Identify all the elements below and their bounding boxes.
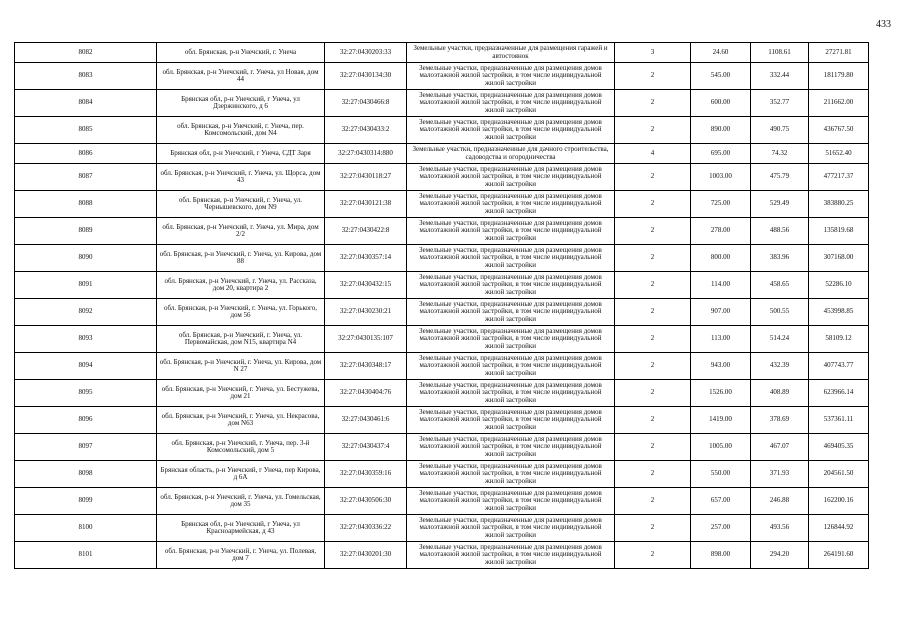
land-use-cell: Земельные участки, предназначенные для размещения домов малоэтажной жилой застройки, в том числе индивидуальной жилой застройки	[407, 272, 615, 299]
row-number-cell: 8092	[15, 299, 157, 326]
land-use-cell: Земельные участки, предназначенные для размещения домов малоэтажной жилой застройки, в том числе индивидуальной жилой застройки	[407, 245, 615, 272]
cadastral-number-cell: 32:27:0430433:2	[325, 117, 407, 144]
cadastral-value-cell: 211662.00	[809, 90, 869, 117]
specific-value-cell: 493.56	[751, 515, 809, 542]
area-cell: 278.00	[691, 218, 751, 245]
row-number-cell: 8090	[15, 245, 157, 272]
area-cell: 725.00	[691, 191, 751, 218]
address-cell: обл. Брянская, р-н Унечский, г. Унеча, ул. Мира, дом 2/2	[157, 218, 325, 245]
land-use-cell: Земельные участки, предназначенные для размещения домов малоэтажной жилой застройки, в том числе индивидуальной жилой застройки	[407, 542, 615, 569]
cadastral-value-cell: 204561.50	[809, 461, 869, 488]
row-number-cell: 8088	[15, 191, 157, 218]
table-row	[15, 326, 869, 353]
area-cell: 657.00	[691, 488, 751, 515]
land-use-cell: Земельные участки, предназначенные для размещения домов малоэтажной жилой застройки, в том числе индивидуальной жилой застройки	[407, 488, 615, 515]
cadastral-number-cell: 32:27:0430118:27	[325, 164, 407, 191]
specific-value-cell: 467.07	[751, 434, 809, 461]
address-cell: обл. Брянская, р-н Унечский, г. Унеча, ул. Щорса, дом 43	[157, 164, 325, 191]
area-cell: 890.00	[691, 117, 751, 144]
address-cell: обл. Брянская, р-н Унечский, г. Унеча, ул. Некрасова, дом N63	[157, 407, 325, 434]
cadastral-value-cell: 181179.80	[809, 63, 869, 90]
group-cell: 2	[615, 515, 691, 542]
cadastral-value-cell: 52286.10	[809, 272, 869, 299]
row-number-cell: 8091	[15, 272, 157, 299]
cadastral-number-cell: 32:27:0430359:16	[325, 461, 407, 488]
cadastral-value-cell: 537361.11	[809, 407, 869, 434]
area-cell: 257.00	[691, 515, 751, 542]
table-row	[15, 144, 869, 164]
row-number-cell: 8094	[15, 353, 157, 380]
table-row	[15, 117, 869, 144]
table-row	[15, 245, 869, 272]
area-cell: 1005.00	[691, 434, 751, 461]
row-number-cell: 8084	[15, 90, 157, 117]
land-use-cell: Земельные участки, предназначенные для дачного строительства, садоводства и огородничества	[407, 144, 615, 164]
specific-value-cell: 378.69	[751, 407, 809, 434]
cadastral-value-cell: 264191.60	[809, 542, 869, 569]
table-row	[15, 461, 869, 488]
row-number-cell: 8082	[15, 43, 157, 63]
cadastral-value-cell: 162200.16	[809, 488, 869, 515]
table-row	[15, 164, 869, 191]
cadastral-number-cell: 32:27:0430506:30	[325, 488, 407, 515]
specific-value-cell: 514.24	[751, 326, 809, 353]
row-number-cell: 8095	[15, 380, 157, 407]
table-row	[15, 63, 869, 90]
address-cell: Брянская обл, р-н Унечский, г Унеча, СДТ Заря	[157, 144, 325, 164]
specific-value-cell: 490.75	[751, 117, 809, 144]
cadastral-value-cell: 469405.35	[809, 434, 869, 461]
area-cell: 907.00	[691, 299, 751, 326]
cadastral-value-cell: 407743.77	[809, 353, 869, 380]
land-use-cell: Земельные участки, предназначенные для размещения домов малоэтажной жилой застройки, в том числе индивидуальной жилой застройки	[407, 434, 615, 461]
group-cell: 2	[615, 245, 691, 272]
cadastral-number-cell: 32:27:0430357:14	[325, 245, 407, 272]
group-cell: 2	[615, 434, 691, 461]
row-number-cell: 8085	[15, 117, 157, 144]
land-use-cell: Земельные участки, предназначенные для размещения домов малоэтажной жилой застройки, в том числе индивидуальной жилой застройки	[407, 380, 615, 407]
table-row	[15, 191, 869, 218]
specific-value-cell: 352.77	[751, 90, 809, 117]
land-use-cell: Земельные участки, предназначенные для размещения домов малоэтажной жилой застройки, в том числе индивидуальной жилой застройки	[407, 461, 615, 488]
row-number-cell: 8097	[15, 434, 157, 461]
cadastral-number-cell: 32:27:0430432:15	[325, 272, 407, 299]
specific-value-cell: 488.56	[751, 218, 809, 245]
address-cell: обл. Брянская, р-н Унечский, г. Унеча, пер. 3-й Комсомольский, дом 5	[157, 434, 325, 461]
row-number-cell: 8099	[15, 488, 157, 515]
cadastral-value-cell: 27271.81	[809, 43, 869, 63]
row-number-cell: 8086	[15, 144, 157, 164]
area-cell: 898.00	[691, 542, 751, 569]
specific-value-cell: 1108.61	[751, 43, 809, 63]
cadastral-value-cell: 453998.85	[809, 299, 869, 326]
cadastral-number-cell: 32:27:0430203:33	[325, 43, 407, 63]
group-cell: 2	[615, 218, 691, 245]
table-row	[15, 90, 869, 117]
land-use-cell: Земельные участки, предназначенные для размещения домов малоэтажной жилой застройки, в том числе индивидуальной жилой застройки	[407, 515, 615, 542]
table-row	[15, 272, 869, 299]
group-cell: 2	[615, 542, 691, 569]
area-cell: 113.00	[691, 326, 751, 353]
group-cell: 2	[615, 63, 691, 90]
row-number-cell: 8101	[15, 542, 157, 569]
cadastral-number-cell: 32:27:0430404:76	[325, 380, 407, 407]
land-use-cell: Земельные участки, предназначенные для размещения домов малоэтажной жилой застройки, в том числе индивидуальной жилой застройки	[407, 326, 615, 353]
row-number-cell: 8093	[15, 326, 157, 353]
land-use-cell: Земельные участки, предназначенные для размещения гаражей и автостоянок	[407, 43, 615, 63]
area-cell: 1419.00	[691, 407, 751, 434]
group-cell: 2	[615, 164, 691, 191]
cadastral-value-cell: 126844.92	[809, 515, 869, 542]
row-number-cell: 8096	[15, 407, 157, 434]
cadastral-value-cell: 623966.14	[809, 380, 869, 407]
table-row	[15, 380, 869, 407]
address-cell: обл. Брянская, р-н Унечский, г. Унеча, ул Новая, дом 44	[157, 63, 325, 90]
table-row	[15, 353, 869, 380]
cadastral-value-cell: 477217.37	[809, 164, 869, 191]
land-use-cell: Земельные участки, предназначенные для размещения домов малоэтажной жилой застройки, в том числе индивидуальной жилой застройки	[407, 63, 615, 90]
row-number-cell: 8100	[15, 515, 157, 542]
land-use-cell: Земельные участки, предназначенные для размещения домов малоэтажной жилой застройки, в том числе индивидуальной жилой застройки	[407, 191, 615, 218]
area-cell: 550.00	[691, 461, 751, 488]
cadastral-value-cell: 58109.12	[809, 326, 869, 353]
table-row	[15, 434, 869, 461]
table-row	[15, 299, 869, 326]
group-cell: 2	[615, 299, 691, 326]
group-cell: 2	[615, 488, 691, 515]
group-cell: 2	[615, 380, 691, 407]
address-cell: Брянская обл, р-н Унечский, г Унеча, ул Красноармейская, д 43	[157, 515, 325, 542]
group-cell: 2	[615, 326, 691, 353]
land-use-cell: Земельные участки, предназначенные для размещения домов малоэтажной жилой застройки, в том числе индивидуальной жилой застройки	[407, 90, 615, 117]
cadastral-value-cell: 383880.25	[809, 191, 869, 218]
land-use-cell: Земельные участки, предназначенные для размещения домов малоэтажной жилой застройки, в том числе индивидуальной жилой застройки	[407, 299, 615, 326]
cadastral-number-cell: 32:27:0430230:21	[325, 299, 407, 326]
specific-value-cell: 529.49	[751, 191, 809, 218]
cadastral-value-cell: 307168.00	[809, 245, 869, 272]
cadastral-number-cell: 32:27:0430134:30	[325, 63, 407, 90]
land-use-cell: Земельные участки, предназначенные для размещения домов малоэтажной жилой застройки, в том числе индивидуальной жилой застройки	[407, 353, 615, 380]
cadastral-number-cell: 32:27:0430437:4	[325, 434, 407, 461]
area-cell: 24.60	[691, 43, 751, 63]
row-number-cell: 8087	[15, 164, 157, 191]
specific-value-cell: 475.79	[751, 164, 809, 191]
address-cell: обл. Брянская, р-н Унечский, г. Унеча, ул. Чернышевского, дом N9	[157, 191, 325, 218]
table-row	[15, 515, 869, 542]
specific-value-cell: 246.88	[751, 488, 809, 515]
specific-value-cell: 371.93	[751, 461, 809, 488]
group-cell: 3	[615, 43, 691, 63]
land-use-cell: Земельные участки, предназначенные для размещения домов малоэтажной жилой застройки, в том числе индивидуальной жилой застройки	[407, 407, 615, 434]
specific-value-cell: 458.65	[751, 272, 809, 299]
table-row	[15, 407, 869, 434]
address-cell: обл. Брянская, р-н Унечский, г. Унеча, ул. Полевая, дом 7	[157, 542, 325, 569]
address-cell: обл. Брянская, р-н Унечский, г. Унеча, ул. Бестужева, дом 21	[157, 380, 325, 407]
cadastral-number-cell: 32:27:0430348:17	[325, 353, 407, 380]
address-cell: обл. Брянская, р-н Унечский, г. Унеча, ул. Кирова, дом 88	[157, 245, 325, 272]
cadastral-number-cell: 32:27:0430135:107	[325, 326, 407, 353]
group-cell: 2	[615, 272, 691, 299]
address-cell: Брянская обл, р-н Унечский, г Унеча, ул Дзержинского, д 6	[157, 90, 325, 117]
cadastral-value-cell: 51652.40	[809, 144, 869, 164]
address-cell: обл. Брянская, р-н Унечский, г. Унеча	[157, 43, 325, 63]
table-row	[15, 488, 869, 515]
area-cell: 695.00	[691, 144, 751, 164]
land-use-cell: Земельные участки, предназначенные для размещения домов малоэтажной жилой застройки, в том числе индивидуальной жилой застройки	[407, 117, 615, 144]
cadastral-number-cell: 32:27:0430314:880	[325, 144, 407, 164]
area-cell: 545.00	[691, 63, 751, 90]
group-cell: 2	[615, 461, 691, 488]
specific-value-cell: 432.39	[751, 353, 809, 380]
table-row	[15, 43, 869, 63]
group-cell: 2	[615, 191, 691, 218]
cadastral-number-cell: 32:27:0430461:6	[325, 407, 407, 434]
row-number-cell: 8089	[15, 218, 157, 245]
cadastral-value-cell: 436767.50	[809, 117, 869, 144]
group-cell: 2	[615, 90, 691, 117]
address-cell: обл. Брянская, р-н Унечский, г. Унеча, ул. Горького, дом 56	[157, 299, 325, 326]
specific-value-cell: 408.89	[751, 380, 809, 407]
group-cell: 2	[615, 353, 691, 380]
area-cell: 1003.00	[691, 164, 751, 191]
area-cell: 114.00	[691, 272, 751, 299]
address-cell: обл. Брянская, р-н Унечский, г. Унеча, ул. Гомельская, дом 35	[157, 488, 325, 515]
cadastral-value-table	[14, 42, 869, 569]
specific-value-cell: 500.55	[751, 299, 809, 326]
page-number: 433	[876, 19, 891, 30]
row-number-cell: 8083	[15, 63, 157, 90]
land-use-cell: Земельные участки, предназначенные для размещения домов малоэтажной жилой застройки, в том числе индивидуальной жилой застройки	[407, 218, 615, 245]
cadastral-number-cell: 32:27:0430336:22	[325, 515, 407, 542]
address-cell: Брянская область, р-н Унечский, г Унеча, пер Кирова, д 6А	[157, 461, 325, 488]
area-cell: 943.00	[691, 353, 751, 380]
row-number-cell: 8098	[15, 461, 157, 488]
land-use-cell: Земельные участки, предназначенные для размещения домов малоэтажной жилой застройки, в том числе индивидуальной жилой застройки	[407, 164, 615, 191]
specific-value-cell: 332.44	[751, 63, 809, 90]
address-cell: обл. Брянская, р-н Унечский, г. Унеча, ул. Рассказа, дом 20, квартира 2	[157, 272, 325, 299]
area-cell: 800.00	[691, 245, 751, 272]
specific-value-cell: 74.32	[751, 144, 809, 164]
specific-value-cell: 383.96	[751, 245, 809, 272]
cadastral-number-cell: 32:27:0430201:30	[325, 542, 407, 569]
area-cell: 600.00	[691, 90, 751, 117]
group-cell: 2	[615, 407, 691, 434]
cadastral-value-cell: 135819.68	[809, 218, 869, 245]
table-row	[15, 542, 869, 569]
address-cell: обл. Брянская, р-н Унечский, г. Унеча, ул. Первомайская, дом N15, квартира N4	[157, 326, 325, 353]
address-cell: обл. Брянская, р-н Унечский, г. Унеча, ул. Кирова, дом N 27	[157, 353, 325, 380]
cadastral-number-cell: 32:27:0430466:8	[325, 90, 407, 117]
group-cell: 2	[615, 117, 691, 144]
table-row	[15, 218, 869, 245]
specific-value-cell: 294.20	[751, 542, 809, 569]
area-cell: 1526.00	[691, 380, 751, 407]
cadastral-number-cell: 32:27:0430121:38	[325, 191, 407, 218]
cadastral-number-cell: 32:27:0430422:8	[325, 218, 407, 245]
address-cell: обл. Брянская, р-н Унечский, г. Унеча, пер. Комсомольский, дом N4	[157, 117, 325, 144]
group-cell: 4	[615, 144, 691, 164]
